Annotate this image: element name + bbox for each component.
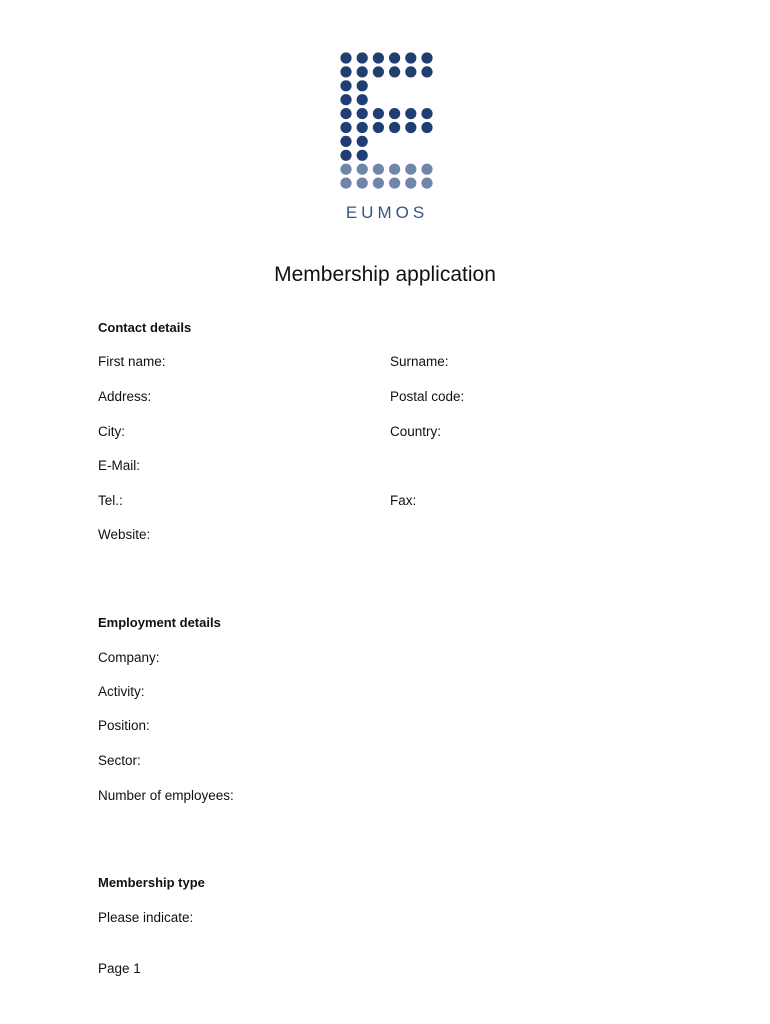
page-number: Page 1 [98,961,141,976]
logo-dot [389,66,400,77]
logo-dot [373,178,384,189]
logo-dot [373,52,384,63]
sector-label: Sector: [98,753,141,768]
logo-dot [340,52,351,63]
logo-dot [405,164,416,175]
logo-dot-grid [338,50,438,195]
company-label: Company: [98,650,160,665]
logo-dot [421,52,432,63]
logo-dot [357,136,368,147]
logo-dot [405,108,416,119]
logo-dot [340,122,351,133]
logo-dot [357,52,368,63]
logo-dot [389,52,400,63]
logo-dot [357,80,368,91]
logo-dot [405,66,416,77]
website-label: Website: [98,527,151,542]
eumos-logo [338,50,438,195]
logo-dot [373,66,384,77]
employees-label: Number of employees: [98,788,234,803]
postal-code-label: Postal code: [390,389,465,404]
position-label: Position: [98,718,150,733]
country-label: Country: [390,424,442,439]
logo-dot [389,108,400,119]
address-label: Address: [98,389,152,404]
logo-dot [340,80,351,91]
tel-label: Tel.: [98,493,123,508]
logo-dot [421,122,432,133]
logo-dot [421,66,432,77]
logo-dot [389,122,400,133]
logo-dot [340,136,351,147]
logo-dot [405,178,416,189]
logo-dot [340,94,351,105]
logo-dot [357,164,368,175]
city-label: City: [98,424,125,439]
employment-details-heading: Employment details [98,615,221,630]
logo-dot [373,108,384,119]
logo-dot [340,178,351,189]
page-title: Membership application [274,263,496,286]
logo-dot [340,164,351,175]
logo-dot [357,150,368,161]
membership-type-heading: Membership type [98,875,205,890]
please-indicate-label: Please indicate: [98,910,194,925]
logo-dot [421,178,432,189]
logo-dot [389,164,400,175]
logo-dot [357,66,368,77]
logo-dot [357,94,368,105]
logo-dot [373,164,384,175]
surname-label: Surname: [390,354,449,369]
logo-dot [389,178,400,189]
logo-dot [405,52,416,63]
logo-dot [340,66,351,77]
logo-dot [340,150,351,161]
logo-dot [357,178,368,189]
email-label: E-Mail: [98,458,141,473]
logo-dot [405,122,416,133]
logo-dot [340,108,351,119]
activity-label: Activity: [98,684,145,699]
logo-dot [421,108,432,119]
logo-dot [421,164,432,175]
fax-label: Fax: [390,493,417,508]
logo-dot [357,108,368,119]
contact-details-heading: Contact details [98,320,192,335]
first-name-label: First name: [98,354,166,369]
logo-brand-name: EUMOS [345,203,429,222]
logo-dot [373,122,384,133]
logo-dot [357,122,368,133]
